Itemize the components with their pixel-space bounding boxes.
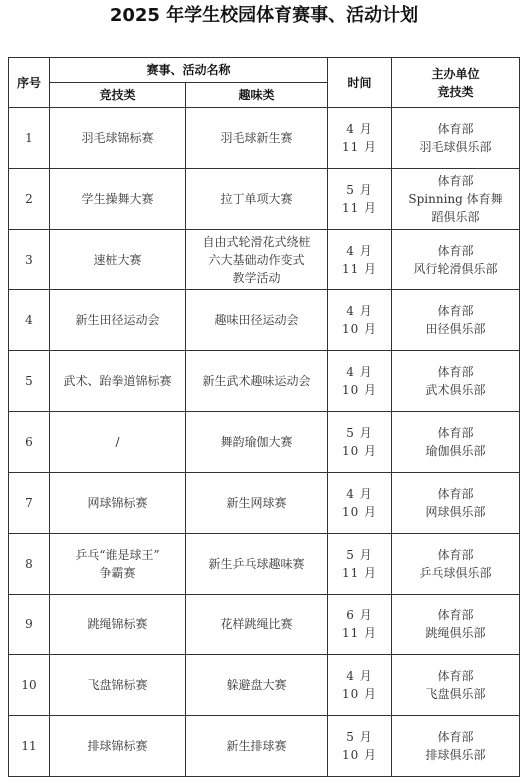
competitive-cell-line: 排球锦标赛 [87,739,148,754]
table-row [9,655,520,716]
index-cell: 1 [9,108,50,169]
organizer-cell-line: 田径俱乐部 [425,322,486,337]
time-cell-line: 10 月 [341,443,378,458]
organizer-cell-line: 体育部 [437,547,474,562]
table-body [9,108,520,777]
fun-cell [186,229,328,290]
fun-cell [186,716,328,777]
events-plan-table [8,57,520,777]
fun-cell [186,594,328,655]
organizer-cell [392,108,520,169]
competitive-cell-line: / [115,434,120,449]
table-row [9,533,520,594]
fun-cell-line: 趣味田径运动会 [214,313,299,328]
competitive-cell [50,594,186,655]
time-cell-line: 10 月 [341,748,378,763]
time-cell [328,108,392,169]
organizer-cell-line: 跳绳俱乐部 [425,626,486,641]
time-cell-line: 11 月 [341,200,378,215]
table-row [9,108,520,169]
time-cell [328,168,392,229]
competitive-cell [50,655,186,716]
organizer-cell-line: 风行轮滑俱乐部 [413,261,498,276]
fun-cell-line: 新生网球赛 [226,495,287,510]
fun-cell-line: 新生武术趣味运动会 [202,374,311,389]
time-cell-line: 4 月 [346,121,373,136]
organizer-cell-line: 体育部 [437,608,474,623]
organizer-cell-line: 体育部 [437,730,474,745]
competitive-cell-line: 乒乓“谁是球王” [75,547,160,562]
fun-cell [186,655,328,716]
organizer-cell-line: 武术俱乐部 [425,383,486,398]
time-cell-line: 10 月 [341,383,378,398]
time-cell [328,229,392,290]
fun-cell [186,472,328,533]
organizer-cell-line: 飞盘俱乐部 [425,687,486,702]
header-event-name: 赛事、活动名称 [50,58,328,83]
competitive-cell [50,229,186,290]
time-cell [328,472,392,533]
fun-cell [186,168,328,229]
table-row [9,290,520,351]
competitive-cell [50,533,186,594]
index-cell: 11 [9,716,50,777]
fun-cell-line: 教学活动 [232,270,281,285]
table-row [9,168,520,229]
index-cell: 8 [9,533,50,594]
table-row [9,716,520,777]
time-cell-line: 4 月 [346,243,373,258]
organizer-cell-line: 体育部 [437,486,474,501]
competitive-cell-line: 速桩大赛 [93,252,142,267]
index-cell: 9 [9,594,50,655]
time-cell [328,716,392,777]
time-cell-line: 10 月 [341,322,378,337]
fun-cell-line: 六大基础动作变式 [208,252,305,267]
time-cell-line: 10 月 [341,504,378,519]
index-cell: 5 [9,351,50,412]
organizer-cell-line: 体育部 [437,304,474,319]
organizer-cell [392,229,520,290]
index-cell: 2 [9,168,50,229]
time-cell-line: 5 月 [346,425,373,440]
time-cell-line: 4 月 [346,304,373,319]
fun-cell-line: 自由式轮滑花式绕桩 [202,234,311,249]
competitive-cell-line: 网球锦标赛 [87,495,148,510]
organizer-cell-line: 体育部 [437,669,474,684]
organizer-cell-line: Spinning 体育舞 [408,191,503,206]
index-cell: 6 [9,412,50,473]
time-cell-line: 6 月 [346,608,373,623]
time-cell-line: 5 月 [346,547,373,562]
fun-cell [186,533,328,594]
organizer-cell-line: 网球俱乐部 [425,504,486,519]
organizer-cell [392,594,520,655]
competitive-cell-line: 武术、跆拳道锦标赛 [63,374,172,389]
time-cell [328,594,392,655]
time-cell [328,412,392,473]
time-cell-line: 5 月 [346,730,373,745]
organizer-cell-line: 排球俱乐部 [425,748,486,763]
organizer-cell [392,472,520,533]
header-organizer [392,58,520,108]
fun-cell-line: 躲避盘大赛 [226,678,287,693]
competitive-cell [50,351,186,412]
organizer-cell-line: 体育部 [437,425,474,440]
competitive-cell [50,290,186,351]
time-cell-line: 11 月 [341,139,378,154]
fun-cell-line: 拉丁单项大赛 [220,191,293,206]
header-competitive: 竞技类 [50,83,186,108]
header-organizer-label: 主办单位 [431,66,480,81]
fun-cell [186,412,328,473]
organizer-cell-line: 体育部 [437,365,474,380]
document-title: 2025 年学生校园体育赛事、活动计划 [109,5,419,26]
fun-cell-line: 新生乒乓球趣味赛 [208,556,305,571]
time-cell-line: 10 月 [341,687,378,702]
index-cell: 7 [9,472,50,533]
header-fun: 趣味类 [186,83,328,108]
organizer-cell-line: 瑜伽俱乐部 [425,443,486,458]
competitive-cell [50,412,186,473]
time-cell-line: 5 月 [346,182,373,197]
fun-cell [186,351,328,412]
header-organizer-sub: 竞技类 [437,84,474,99]
index-cell: 4 [9,290,50,351]
index-cell: 10 [9,655,50,716]
competitive-cell [50,716,186,777]
competitive-cell-line: 飞盘锦标赛 [87,678,148,693]
table-row [9,594,520,655]
time-cell [328,351,392,412]
table-row [9,229,520,290]
time-cell [328,655,392,716]
fun-cell [186,290,328,351]
time-cell-line: 4 月 [346,486,373,501]
competitive-cell-line: 跳绳锦标赛 [87,617,148,632]
organizer-cell [392,351,520,412]
time-cell-line: 4 月 [346,669,373,684]
organizer-cell-line: 体育部 [437,121,474,136]
competitive-cell [50,472,186,533]
time-cell [328,290,392,351]
organizer-cell [392,716,520,777]
competitive-cell-line: 学生操舞大赛 [81,191,154,206]
organizer-cell-line: 体育部 [437,243,474,258]
competitive-cell-line: 争霸赛 [99,565,136,580]
time-cell-line: 11 月 [341,261,378,276]
index-cell: 3 [9,229,50,290]
time-cell-line: 4 月 [346,365,373,380]
header-index: 序号 [9,58,50,108]
fun-cell [186,108,328,169]
organizer-cell [392,412,520,473]
fun-cell-line: 舞韵瑜伽大赛 [220,434,293,449]
organizer-cell-line: 羽毛球俱乐部 [419,139,492,154]
organizer-cell-line: 体育部 [437,173,474,188]
table-row [9,472,520,533]
time-cell-line: 11 月 [341,626,378,641]
competitive-cell [50,168,186,229]
header-time: 时间 [328,58,392,108]
fun-cell-line: 羽毛球新生赛 [220,130,293,145]
organizer-cell-line: 蹈俱乐部 [431,209,480,224]
organizer-cell [392,533,520,594]
competitive-cell-line: 羽毛球锦标赛 [81,130,154,145]
time-cell [328,533,392,594]
organizer-cell [392,290,520,351]
table-row [9,412,520,473]
time-cell-line: 11 月 [341,565,378,580]
fun-cell-line: 花样跳绳比赛 [220,617,293,632]
organizer-cell [392,168,520,229]
table-row [9,351,520,412]
competitive-cell [50,108,186,169]
organizer-cell-line: 乒乓球俱乐部 [419,565,492,580]
fun-cell-line: 新生排球赛 [226,739,287,754]
organizer-cell [392,655,520,716]
competitive-cell-line: 新生田径运动会 [75,313,160,328]
